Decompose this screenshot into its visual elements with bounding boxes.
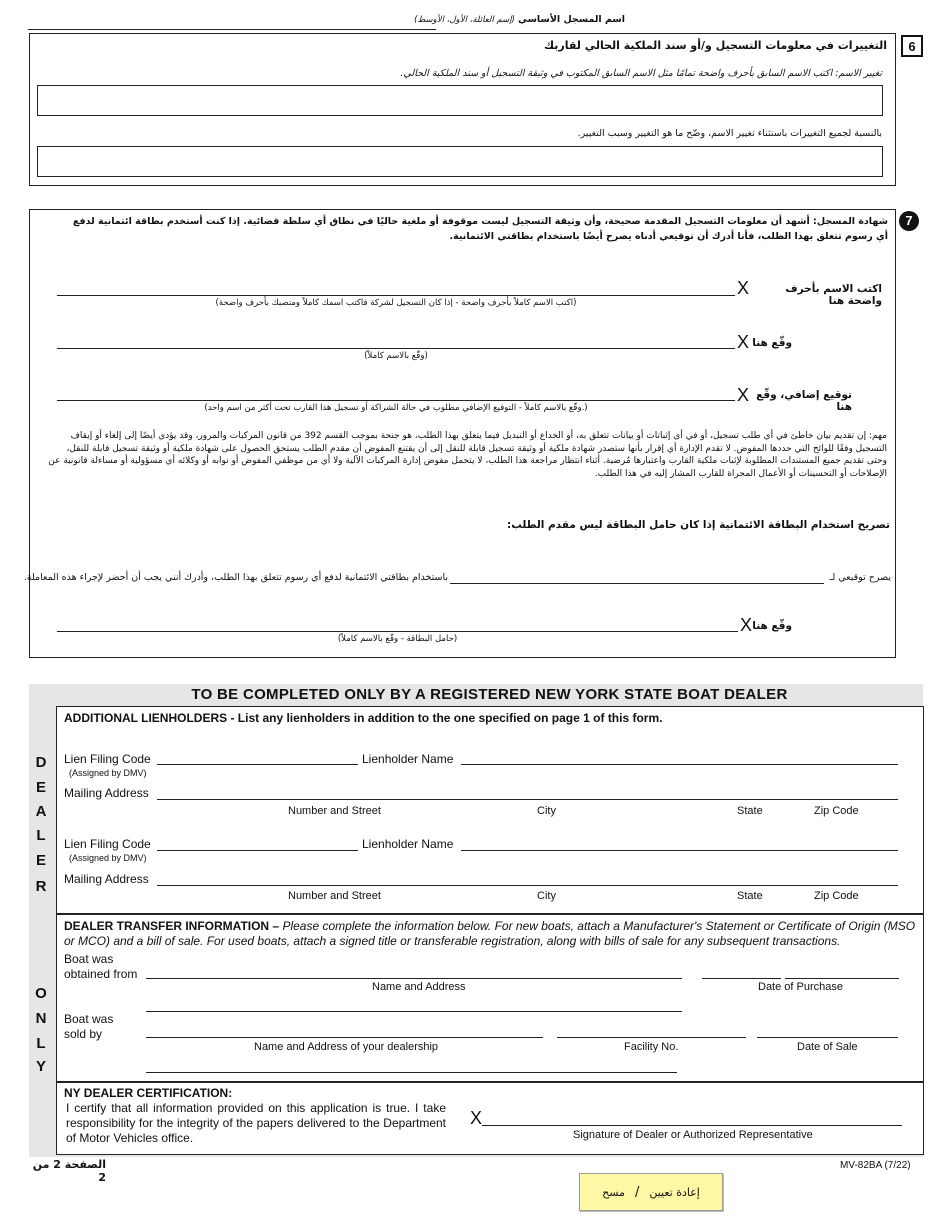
dealership-address-field[interactable] bbox=[146, 1072, 677, 1073]
card-auth-suffix: باستخدام بطاقتي الائتمانية لدفع أي رسوم تتعلق بهذا الطلب، وأدرك أنني يجب أن أحضر لإجراء هذه المعاملة. bbox=[23, 572, 448, 583]
sign-x-mark: X bbox=[737, 332, 750, 352]
lienholder-name-field-2[interactable] bbox=[461, 850, 898, 851]
additional-sign-label: توقيع إضافي، وقّع هنا bbox=[756, 389, 852, 413]
only-side-letter: Y bbox=[35, 1058, 46, 1075]
sold-by-label-2: sold by bbox=[64, 1027, 103, 1041]
lien-filing-code-field-2[interactable] bbox=[157, 850, 358, 851]
important-notice: مهم: إن تقديم بيان خاطئ في أي طلب تسجيل، أو في أي إثباتات أو بيانات تتعلق به، أو الخداع أو التبديل فيما يتعلق بهذا الطلب، هو جنحة بموجب القسم 392 من قانون المركبات والمرور، وقد يؤدي أيضًا إلى إلغاء أو إيقاف التسجيل وفقًا للوائح التي حددها المفوض. لا تقدم الإدارة أي إقرار بأنها ستصدر شهادة ملكية أو وثيقة تسجيل قابلة للنقل إلى أن يقتنع المفوض أن مقدم الطلب يستحق الحصول على شهادة ملكية أو وثيقة تسجيل قابلة للنقل، وحتى تقديم جميع المستندات المطلوبة لإثبات ملكية القارب واعتبارها مُرضية. أثناء انتظار مراجعة هذا الطلب، لا يتحمل مفوض إدارة المركبات الآلية ولا أي من موظفي المفوض أو نوابه أو وكلائه أي مسؤولية أو مساءلة قانونية عن الإصلاحات أو التحسينات أو الأعمال المجراة للقارب المشار إليه في هذا الطلب. bbox=[48, 431, 887, 479]
card-sign-x-mark: X bbox=[740, 615, 753, 635]
cardholder-signature-field[interactable] bbox=[57, 631, 738, 632]
only-side-letter: O bbox=[35, 985, 47, 1002]
additional-signature-hint: (وقّع بالاسم كاملاً - التوقيع الإضافي مطلوب في حالة الشراكة أو تسجيل هذا القارب تحت أكثر من اسم واحد.) bbox=[204, 403, 588, 413]
page-number: الصفحة 2 من 2 bbox=[32, 1158, 106, 1184]
date-of-purchase-field-b[interactable] bbox=[785, 978, 899, 979]
state-caption-1: State bbox=[737, 805, 763, 817]
reset-clear-button[interactable] bbox=[579, 1173, 723, 1211]
form-id: MV-82BA (7/22) bbox=[840, 1160, 911, 1171]
registrant-certification: شهادة المسجل: أشهد أن معلومات التسجيل المقدمة صحيحة، وأن وثيقة التسجيل ليست موقوفة أو ملغية حاليًا في نطاق أي سلطة قضائية. إذا كنت أستخدم بطاقة ائتمانية لدفع أي رسوم تتعلق بهذا الطلب، فأنا أدرك أن توقيعي أدناه يصرح أيضًا باستخدام بطاقتي الائتمانية. bbox=[72, 216, 888, 242]
state-caption-2: State bbox=[737, 890, 763, 902]
lien-filing-code-field-1[interactable] bbox=[157, 764, 358, 765]
date-of-sale-field[interactable] bbox=[757, 1037, 898, 1038]
card-authorization-title: تصريح استخدام البطاقة الائتمانية إذا كان حامل البطاقة ليس مقدم الطلب: bbox=[507, 519, 890, 531]
other-changes-field[interactable] bbox=[37, 146, 883, 177]
print-name-field[interactable] bbox=[57, 295, 735, 296]
card-auth-prefix: يصرح توقيعي لـ bbox=[829, 572, 891, 583]
primary-registrant-line bbox=[28, 29, 436, 30]
assigned-by-dmv-2: (Assigned by DMV) bbox=[69, 853, 147, 863]
city-caption-2: City bbox=[537, 890, 556, 902]
only-side-letter: L bbox=[36, 1035, 46, 1052]
print-name-hint: (اكتب الاسم كاملاً بأحرف واضحة - إذا كان التسجيل لشركة فاكتب اسمك كاملاً ومنصبك بأحرف واضحة) bbox=[215, 298, 577, 308]
mailing-address-label-1: Mailing Address bbox=[64, 786, 149, 800]
lienholders-title: ADDITIONAL LIENHOLDERS - List any lienholders in addition to the one specified on page 1 of this form. bbox=[64, 711, 663, 725]
mailing-address-field-1[interactable] bbox=[157, 799, 898, 800]
dealer-side-letter: D bbox=[35, 754, 47, 771]
signature-hint: (وقّع بالاسم كاملاً) bbox=[364, 351, 428, 361]
dealership-name-field[interactable] bbox=[146, 1037, 543, 1038]
sign-here-label: وقّع هنا bbox=[752, 337, 792, 349]
dealer-certification-title: NY DEALER CERTIFICATION: bbox=[64, 1086, 233, 1100]
dealer-signature-field[interactable] bbox=[482, 1125, 902, 1126]
facility-no-caption: Facility No. bbox=[624, 1041, 679, 1053]
lien-filing-code-label-1: Lien Filing Code bbox=[64, 752, 151, 766]
dealer-side-letter: E bbox=[35, 852, 46, 869]
city-caption-1: City bbox=[537, 805, 556, 817]
dealer-transfer-instructions bbox=[64, 919, 916, 949]
additional-sign-x-mark: X bbox=[737, 385, 750, 405]
section-7-number: 7 bbox=[899, 211, 919, 231]
assigned-by-dmv-1: (Assigned by DMV) bbox=[69, 768, 147, 778]
number-street-caption-1: Number and Street bbox=[288, 805, 381, 817]
obtained-from-label-1: Boat was bbox=[64, 952, 114, 966]
print-name-label: اكتب الاسم بأحرف واضحة هنا bbox=[785, 283, 882, 307]
sold-by-label-1: Boat was bbox=[64, 1012, 114, 1026]
reset-label: إعادة تعيين bbox=[649, 1185, 700, 1199]
obtained-from-address-field[interactable] bbox=[146, 1011, 682, 1012]
dealer-transfer-text: Please complete the information below. For new boats, attach a Manufacturer's Statement or Certificate of Origin (MSO or MCO) and a bill of sale. For used boats, attach a signed title or transferable registration, along with bills of sale for any subsequent transactions. bbox=[64, 919, 916, 948]
name-change-instruction: تغيير الاسم: اكتب الاسم السابق بأحرف واضحة تمامًا مثل الاسم السابق المكتوب في وثيقة التسجيل أو سند الملكية الحالي. bbox=[400, 68, 882, 79]
dealer-signature-caption: Signature of Dealer or Authorized Representative bbox=[573, 1129, 813, 1141]
dealer-side-letter: A bbox=[35, 803, 47, 820]
section-6-title: التغييرات في معلومات التسجيل و/أو سند الملكية الحالي لقاربك bbox=[544, 39, 887, 52]
other-changes-instruction: بالنسبة لجميع التغييرات باستثناء تغيير الاسم، وضّح ما هو التغيير وسبب التغيير. bbox=[577, 128, 882, 139]
additional-signature-field[interactable] bbox=[57, 400, 735, 401]
lienholder-name-label-2: Lienholder Name bbox=[362, 837, 454, 851]
dealer-side-letter: L bbox=[36, 827, 46, 844]
lien-filing-code-label-2: Lien Filing Code bbox=[64, 837, 151, 851]
dealer-transfer-title: DEALER TRANSFER INFORMATION – bbox=[64, 919, 280, 933]
print-name-x-mark: X bbox=[737, 278, 750, 298]
dealer-banner: TO BE COMPLETED ONLY BY A REGISTERED NEW YORK STATE BOAT DEALER bbox=[191, 686, 788, 703]
obtained-from-label-2: obtained from bbox=[64, 967, 138, 981]
mailing-address-field-2[interactable] bbox=[157, 885, 898, 886]
signature-field[interactable] bbox=[57, 348, 735, 349]
card-authorized-name-field[interactable] bbox=[450, 583, 824, 584]
number-street-caption-2: Number and Street bbox=[288, 890, 381, 902]
date-of-purchase-caption: Date of Purchase bbox=[758, 981, 843, 993]
date-of-purchase-field-a[interactable] bbox=[702, 978, 781, 979]
previous-name-field[interactable] bbox=[37, 85, 883, 116]
lienholder-name-label-1: Lienholder Name bbox=[362, 752, 454, 766]
name-address-caption: Name and Address bbox=[372, 981, 466, 993]
only-side-letter: N bbox=[35, 1010, 47, 1027]
primary-registrant-label: اسم المسجل الأساسي (إسم العائلة، الأول، الأوسط) bbox=[414, 14, 625, 25]
zip-caption-2: Zip Code bbox=[814, 890, 859, 902]
dealer-sign-x-mark: X bbox=[470, 1108, 483, 1128]
date-of-sale-caption: Date of Sale bbox=[797, 1041, 858, 1053]
obtained-from-name-field[interactable] bbox=[146, 978, 682, 979]
lienholders-box bbox=[56, 706, 924, 914]
zip-caption-1: Zip Code bbox=[814, 805, 859, 817]
section-6-number: 6 bbox=[901, 35, 923, 57]
dealer-certification-text: I certify that all information provided on this application is true. I take responsibility for the integrity of the papers delivered to the Department of Motor Vehicles office. bbox=[66, 1101, 446, 1145]
card-sign-label: وقّع هنا bbox=[752, 620, 792, 632]
clear-label: مسح bbox=[602, 1185, 625, 1199]
dealer-side-letter: E bbox=[35, 779, 46, 796]
dealer-side-letter: R bbox=[35, 878, 47, 895]
lienholder-name-field-1[interactable] bbox=[461, 764, 898, 765]
mailing-address-label-2: Mailing Address bbox=[64, 872, 149, 886]
facility-no-field[interactable] bbox=[557, 1037, 746, 1038]
dealership-name-caption: Name and Address of your dealership bbox=[254, 1041, 439, 1053]
button-separator: / bbox=[634, 1184, 640, 1200]
cardholder-signature-hint: (حامل البطاقة - وقّع بالاسم كاملاً) bbox=[337, 634, 458, 644]
